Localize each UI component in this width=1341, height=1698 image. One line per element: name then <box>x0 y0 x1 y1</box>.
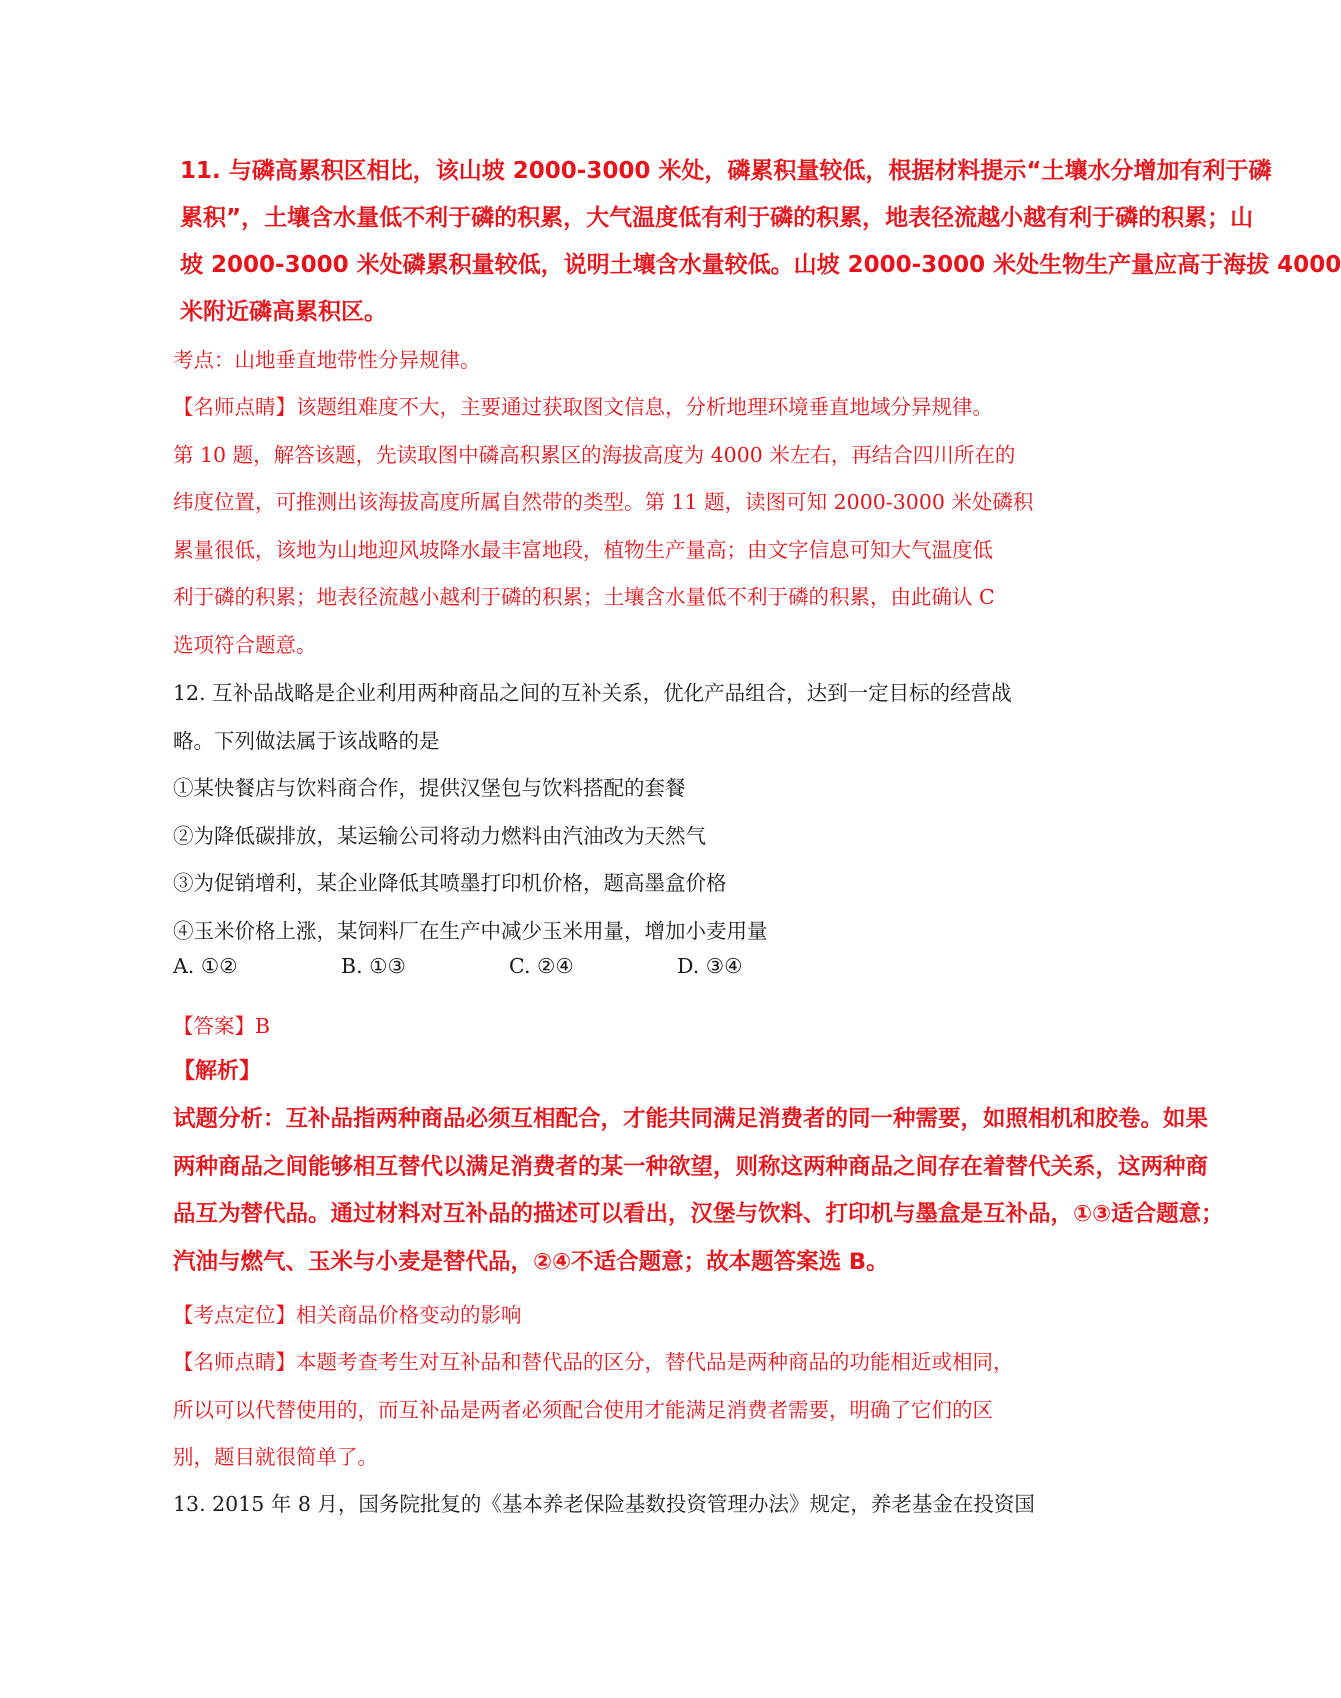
q11-explanation <box>180 148 1341 336</box>
answer-text: 【答案】B <box>173 1014 271 1038</box>
mingshi-line: 累量很低，该地为山地迎风坡降水最丰富地段，植物生产量高；由文字信息可知大气温度低 <box>173 537 993 562</box>
mingshi-line: 利于磷的积累；地表径流越小越利于磷的积累；土壤含水量低不利于磷的积累，由此确认 C <box>173 585 995 609</box>
analysis-line: 试题分析：互补品指两种商品必须互相配合，才能共同满足消费者的同一种需要，如照相机和胶卷。如果 <box>173 1106 1209 1132</box>
kaodian-12 <box>173 1292 1033 1340</box>
mingshi12-line: 别，题目就很简单了。 <box>173 1445 378 1469</box>
mingshi12-line: 所以可以代替使用的，而互补品是两者必须配合使用才能满足消费者需要，明确了它们的区 <box>173 1397 993 1422</box>
mingshi-line: 纬度位置，可推测出该海拔高度所属自然带的类型。第 11 题，读图可知 2000-3000 米处磷积 <box>173 490 1034 514</box>
jiexi-text: 【解析】 <box>173 1059 262 1084</box>
mingshi-line: 第 10 题，解答该题，先读取图中磷高积累区的海拔高度为 4000 米左右，再结合四川所在的 <box>173 442 1016 467</box>
mingshi-12 <box>173 1339 1033 1482</box>
mingshi-q10-11 <box>173 384 1033 669</box>
q12-options <box>173 954 973 984</box>
kaodian-q10-11 <box>173 337 1033 385</box>
q12-item: ④玉米价格上涨，某饲料厂在生产中减少玉米用量，增加小麦用量 <box>173 918 768 943</box>
option-d: D. ③④ <box>677 954 743 978</box>
q11-line: 米附近磷高累积区。 <box>180 299 387 325</box>
q11-line: 累积”，土壤含水量低不利于磷的积累，大气温度低有利于磷的积累，地表径流越小越有利于磷的积累；山 <box>180 205 1254 231</box>
question-13 <box>173 1481 1033 1529</box>
mingshi-line: 选项符合题意。 <box>173 632 317 657</box>
kaodian-text: 考点：山地垂直地带性分异规律。 <box>173 348 481 372</box>
q12-stem: 12. 互补品战略是企业利用两种商品之间的互补关系，优化产品组合，达到一定目标的经营战 <box>173 681 1012 705</box>
jiexi-label <box>173 1052 1033 1092</box>
q12-item: ②为降低碳排放，某运输公司将动力燃料由汽油改为天然气 <box>173 823 706 848</box>
question-12 <box>173 670 1033 955</box>
mingshi12-line: 【名师点睛】本题考查考生对互补品和替代品的区分，替代品是两种商品的功能相近或相同， <box>173 1350 1014 1374</box>
q12-item: ③为促销增利，某企业降低其喷墨打印机价格，题高墨盒价格 <box>173 871 727 895</box>
q11-line: 11. 与磷高累积区相比，该山坡 2000-3000 米处，磷累积量较低，根据材料提示“土壤水分增加有利于磷 <box>180 158 1272 184</box>
analysis-line: 两种商品之间能够相互替代以满足消费者的某一种欲望，则称这两种商品之间存在着替代关系，这两种商 <box>173 1153 1209 1180</box>
kaodian12-text: 【考点定位】相关商品价格变动的影响 <box>173 1303 522 1327</box>
q12-stem: 略。下列做法属于该战略的是 <box>173 728 440 753</box>
analysis-12 <box>173 1096 1224 1286</box>
option-a: A. ①② <box>173 954 238 978</box>
option-b: B. ①③ <box>341 954 406 978</box>
option-c: C. ②④ <box>509 954 574 978</box>
q11-line: 坡 2000-3000 米处磷累积量较低，说明土壤含水量较低。山坡 2000-3000 米处生物生产量应高于海拔 4000 <box>180 252 1341 278</box>
q13-stem: 13. 2015 年 8 月，国务院批复的《基本养老保险基数投资管理办法》规定，养老基金在投资国 <box>173 1492 1035 1516</box>
analysis-line: 品互为替代品。通过材料对互补品的描述可以看出，汉堡与饮料、打印机与墨盒是互补品，①③适合题意； <box>173 1201 1224 1227</box>
q12-item: ①某快餐店与饮料商合作，提供汉堡包与饮料搭配的套餐 <box>173 776 686 800</box>
analysis-line: 汽油与燃气、玉米与小麦是替代品，②④不适合题意；故本题答案选 B。 <box>173 1248 889 1275</box>
answer-12 <box>173 1003 1033 1051</box>
mingshi-head: 【名师点睛】该题组难度不大，主要通过获取图文信息，分析地理环境垂直地域分异规律。 <box>173 395 993 419</box>
